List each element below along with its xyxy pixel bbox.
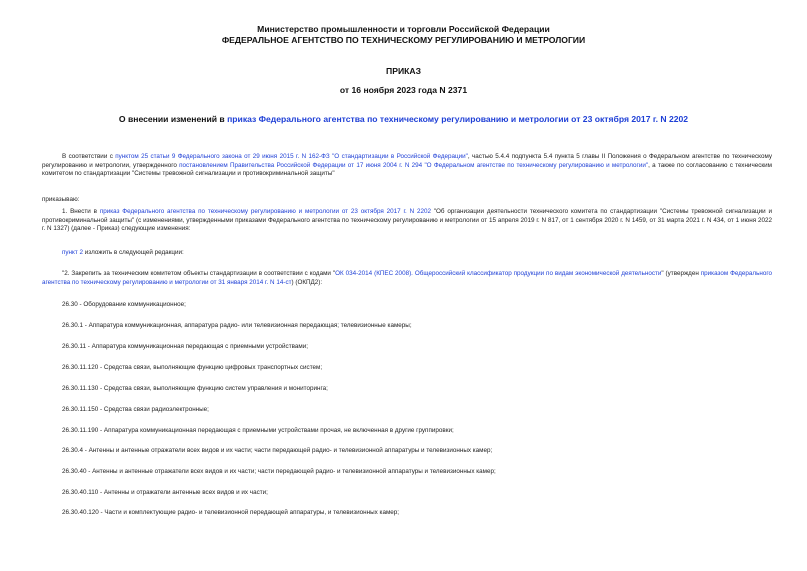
document-date-number: от 16 ноября 2023 года N 2371 (339, 85, 468, 95)
code-item: 26.30.11.190 - Аппаратура коммуникационная передающая с приемными устройствами прочая, не включенная в другие группировки; (62, 427, 454, 434)
item-2-text-2: " (утвержден (661, 270, 701, 277)
title-prefix: О внесении изменений в (118, 114, 228, 124)
order-word: приказываю: (42, 196, 80, 203)
point-2-paragraph (62, 249, 184, 258)
code-item: 26.30.11.130 - Средства связи, выполняющие функцию систем управления и мониторинга; (62, 385, 328, 392)
document-type: ПРИКАЗ (386, 66, 421, 76)
code-item: 26.30.11.150 - Средства связи радиоэлектронные; (62, 406, 209, 413)
code-item: 26.30.40.120 - Части и комплектующие радио- и телевизионной передающей аппаратуры, и телевизионных камер; (62, 509, 400, 516)
code-item: 26.30.11.120 - Средства связи, выполняющие функцию цифровых транспортных систем; (62, 364, 323, 371)
item-1-text-2: "Об организации деятельности технического комитета по стандартизации "Системы тревожной сигнализации и противокриминальной защиты" (с изменениями, утвержденными приказами Федерального агентства по техническому регулированию и метрологии от 15 апреля 2019 г. N 817, от 1 сентября 2020 г. N 1459, от 31 марта 2021 г. N 434, от 1 июня 2022 г. N 1327) (далее - Приказ) следующие изменения: (42, 208, 772, 233)
item-1-text-1: 1. Внести в (62, 208, 100, 215)
link-order-2202[interactable]: приказ Федерального агентства по техническому регулированию и метрологии от 23 октября 2017 г. N 2202 (99, 208, 431, 215)
preamble-text-3: , а также по согласованию с техническим комитетом по стандартизации "Системы тревожной сигнализации и противокриминальной защиты" (42, 161, 772, 178)
agency-name: ФЕДЕРАЛЬНОЕ АГЕНТСТВО ПО ТЕХНИЧЕСКОМУ РЕГУЛИРОВАНИЮ И МЕТРОЛОГИИ (221, 35, 586, 45)
link-federal-law-162[interactable]: пунктом 25 статьи 9 Федерального закона от 29 июня 2015 г. N 162-ФЗ "О стандартизации в Российской Федерации" (115, 153, 468, 160)
preamble-text-1: В соответствии с (62, 153, 116, 160)
point-2-text: изложить в следующей редакции: (83, 249, 184, 256)
code-item: 26.30.40.110 - Антенны и отражатели антенные всех видов и их части; (62, 489, 268, 496)
preamble-paragraph (42, 153, 772, 179)
link-resolution-294[interactable]: постановлением Правительства Российской Федерации от 17 июня 2004 г. N 294 "О Федеральном агентстве по техническому регулированию и метрологии" (179, 161, 649, 169)
code-item: 26.30 - Оборудование коммуникационное; (62, 301, 186, 308)
item-1-paragraph (42, 208, 772, 234)
code-item: 26.30.40 - Антенны и антенные отражатели всех видов и их части; части передающей радио- и телевизионной аппаратуры и телевизионных камер; (62, 468, 496, 475)
title-link-order-2202[interactable]: приказ Федерального агентства по техническому регулированию и метрологии от 23 октября 2017 г. N 2202 (227, 114, 689, 124)
link-order-14-st[interactable]: приказом Федерального агентства по техническому регулированию и метрологии от 31 января 2014 г. N 14-ст (42, 270, 772, 286)
item-2-text-3: ) (ОКПД2): (291, 278, 323, 286)
item-2-paragraph (42, 270, 772, 287)
code-item: 26.30.4 - Антенны и антенные отражатели всех видов и их части; части передающей радио- и телевизионной аппаратуры и телевизионных камер; (62, 447, 493, 454)
preamble-text-2: , частью 5.4.4 подпункта 5.4 пункта 5 главы II Положения о Федеральном агентстве по техническому регулированию и метрологии, утвержденного (42, 153, 772, 169)
link-okpd2[interactable]: ОК 034-2014 (КПЕС 2008). Общероссийский классификатор продукции по видам экономической деятельности (335, 270, 662, 277)
link-point-2[interactable]: пункт 2 (62, 249, 83, 256)
code-item: 26.30.1 - Аппаратура коммуникационная, аппаратура радио- или телевизионная передающая; телевизионные камеры; (62, 322, 412, 329)
ministry-name: Министерство промышленности и торговли Российской Федерации (257, 24, 550, 34)
item-2-text-1: "2. Закрепить за техническим комитетом объекты стандартизации в соответствии с кодами " (62, 270, 336, 277)
document-title (0, 114, 807, 125)
code-item: 26.30.11 - Аппаратура коммуникационная передающая с приемными устройствами; (62, 343, 308, 350)
